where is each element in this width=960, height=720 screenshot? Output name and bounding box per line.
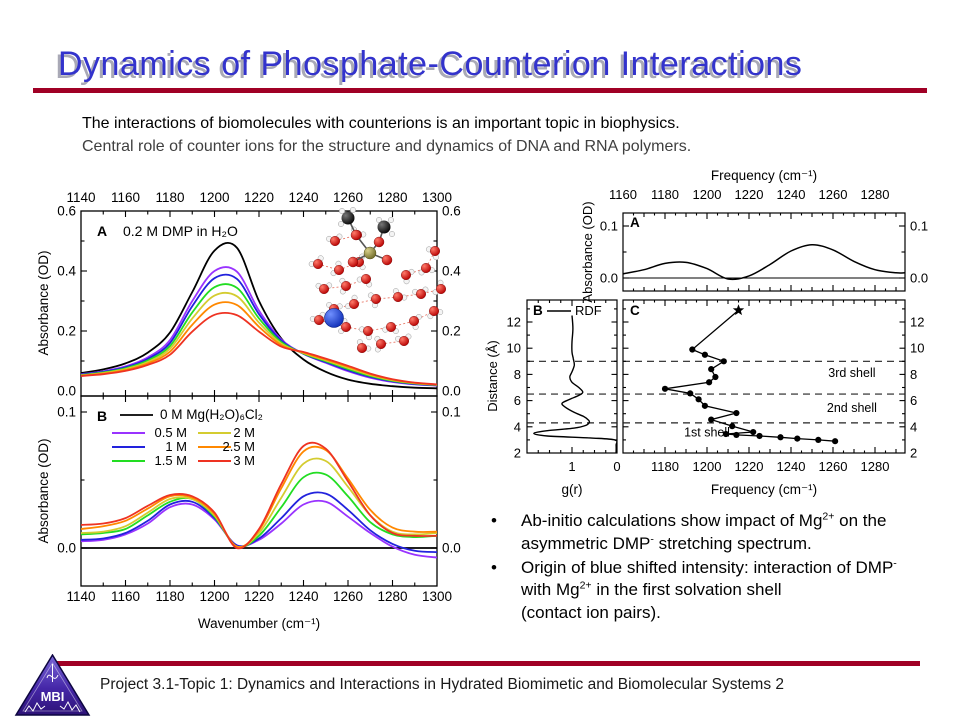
legend-label: RDF [575,303,602,318]
h-atom [339,208,344,213]
shell-label: 1st shell [684,425,730,440]
footer-project-text: Project 3.1-Topic 1: Dynamics and Interactions in Hydrated Biomimetic and Biomolecular Systems 2 [100,676,785,693]
x-tick-label-bottom: 1180 [155,589,185,604]
x-axis-title: Wavenumber (cm⁻¹) [197,616,321,631]
o-atom [319,284,329,294]
y-tick-label: 0.4 [442,263,461,279]
x-tick-label-bottom: 1160 [110,589,141,604]
h-atom [350,207,355,212]
page-title: Dynamics of Phosphate-Counterion Interactions [58,44,803,83]
o-atom [371,294,381,304]
x-tick-label-top: 1200 [692,187,722,202]
y-tick-label: 6 [910,393,918,409]
y-tick-label: 0.6 [57,203,76,219]
x-tick-label: 1280 [860,459,890,474]
x-tick-label-top: 1160 [110,190,141,205]
o-atom [374,237,384,247]
data-point [729,423,735,429]
x-tick-label-top: 1220 [243,190,275,205]
y-axis-title: Absorbance (OD) [580,201,595,303]
o-atom [416,289,426,299]
h-atom [338,221,343,226]
y-tick-label: 0.1 [910,218,929,234]
curve-b-15M [81,473,437,548]
x-axis-title-top: Frequency (cm⁻¹) [710,168,818,183]
y-tick-label: 0.0 [442,383,461,399]
x-tick-label-top: 1280 [377,190,408,205]
o-atom [357,343,367,353]
curve-a-2M [81,293,437,385]
o-atom [314,315,324,325]
x-tick-label-top: 1180 [651,187,679,202]
x-tick-label-top: 1300 [421,190,453,205]
y-tick-label: 10 [910,340,925,356]
curve-b-2M [81,459,437,548]
shell-label: 3rd shell [828,366,876,381]
panel-c-letter: C [630,303,640,318]
o-atom [349,299,359,309]
o-atom [430,246,440,256]
y-tick-label: 0.1 [57,404,76,420]
o-atom [399,336,409,346]
y-tick-label: 0.1 [599,218,618,234]
y-tick-label: 0.0 [442,540,461,556]
data-point [733,410,739,416]
data-point [832,438,838,444]
x-tick-label-top: 1240 [776,187,806,202]
x-tick-label-bottom: 1140 [66,589,96,604]
title-divider [33,88,927,93]
y-tick-label: 0.1 [442,404,461,420]
y-tick-label: 8 [513,366,521,382]
data-point [662,386,668,392]
panel-a-frame [623,213,905,291]
o-atom [429,306,439,316]
o-atom [313,259,323,269]
y-tick-label: 0.0 [57,383,76,399]
data-point [721,358,727,364]
o-atom [341,281,351,291]
legend-label: 2 M [233,425,255,440]
x-tick-label: 0 [613,459,621,474]
o-atom [386,322,396,332]
bullet-text: • Origin of blue shifted intensity: interaction of DMP- with $Mg^{2+}$ in the first solvation shell (contact ion pairs). [521,556,897,623]
shell-label: 2nd shell [826,400,877,415]
y-tick-label: 0.0 [910,270,929,286]
legend-label: 3 M [233,453,255,468]
y-tick-label: 12 [910,314,925,330]
legend-label: 1 M [165,439,187,454]
y-tick-label: 0.0 [57,540,76,556]
o-atom [334,265,344,275]
data-point [712,374,718,380]
data-point [777,434,783,440]
x-tick-label-top: 1280 [860,187,890,202]
y-tick-label: 6 [513,393,521,409]
logo-text: MBI [40,689,65,704]
y-tick-label: 0.6 [442,203,461,219]
intro-paragraph [82,112,691,158]
x-tick-label: 1260 [818,459,848,474]
h-atom [388,217,393,222]
footer-divider [55,661,920,666]
data-point [794,435,800,441]
mg-ion [325,309,344,328]
data-point [687,390,693,396]
data-point [702,403,708,409]
intro-line-1: The interactions of biomolecules with counterions is an important topic in biophysics. [82,115,680,132]
x-tick-label-bottom: 1280 [377,589,408,604]
mbi-logo [14,654,91,717]
panel-b-letter: B [97,408,108,424]
freq-distance-line [665,310,835,441]
molecule-inset [309,207,446,352]
x-tick-label-top: 1220 [734,187,764,202]
x-tick-label-top: 1200 [199,190,230,205]
bullet-list [487,510,942,626]
data-point [689,346,695,352]
figure-calculated-shift-analysis [485,166,955,506]
data-point [750,429,756,435]
x-tick-label-top: 1260 [332,190,364,205]
data-point [708,366,714,372]
panel-a-annotation: 0.2 M DMP in H₂O [123,223,238,239]
o-atom [421,263,431,273]
o-atom [341,322,351,332]
panel-b-frame [81,396,437,586]
y-tick-label: 10 [506,340,521,356]
data-point [702,352,708,358]
x-tick-label: 1180 [651,459,679,474]
y-tick-label: 12 [506,314,521,330]
y-tick-label: 8 [910,366,918,382]
data-point [733,432,739,438]
x-tick-label-bottom: 1260 [332,589,364,604]
legend-label: 0.5 M [154,425,187,440]
y-axis-title: Absorbance (OD) [36,250,51,356]
y-axis-title: Absorbance (OD) [36,438,51,544]
bullet-item [487,557,942,625]
o-atom [361,274,371,284]
x-tick-label-top: 1260 [818,187,848,202]
o-atom [351,230,361,240]
data-point [706,379,712,385]
x-tick-label-top: 1180 [155,190,185,205]
panel-a-letter: A [630,215,640,230]
rdf-curve [534,316,617,454]
o-atom [376,339,386,349]
bullet-item [487,510,942,556]
x-tick-label-top: 1160 [609,187,637,202]
c-atom [378,221,391,234]
p-atom [364,247,376,259]
data-point [708,416,714,422]
x-tick-label-bottom: 1300 [421,589,453,604]
y-tick-label: 2 [513,445,521,461]
y-tick-label: 0.0 [599,270,618,286]
y-axis-title: Distance (Å) [485,340,500,412]
x-tick-label-bottom: 1240 [288,589,319,604]
data-point [756,433,762,439]
panel-a-letter: A [97,223,108,239]
y-tick-label: 4 [513,419,521,435]
y-tick-label: 2 [910,445,918,461]
o-atom [348,257,358,267]
x-axis-title: Frequency (cm⁻¹) [710,482,818,497]
x-tick-label: 1240 [776,459,806,474]
x-tick-label: 1200 [692,459,722,474]
x-tick-label-bottom: 1200 [199,589,230,604]
x-axis-title: g(r) [561,482,583,497]
x-tick-label-bottom: 1220 [243,589,275,604]
data-point [815,437,821,443]
y-tick-label: 0.2 [57,323,76,339]
o-atom [436,284,446,294]
o-atom [401,270,411,280]
o-atom [330,236,340,246]
intro-line-2: Central role of counter ions for the structure and dynamics of DNA and RNA polymers. [82,138,692,155]
o-atom [409,316,419,326]
x-tick-label: 1220 [734,459,764,474]
o-atom [382,255,392,265]
o-atom [393,292,403,302]
o-atom [363,326,373,336]
data-point [696,396,702,402]
x-tick-label: 1 [568,459,576,474]
x-tick-label-top: 1240 [288,190,319,205]
legend-label: 1.5 M [154,453,187,468]
c-atom [342,212,355,225]
legend-label: 2.5 M [222,439,255,454]
figure-dmp-ftir-spectra [35,178,485,638]
h-atom [389,231,394,236]
legend-label: 0 M Mg(H₂O)₆Cl₂ [160,407,263,422]
curve-calculated-spectrum [623,245,905,280]
panel-b-letter: B [533,303,543,318]
y-tick-label: 0.4 [57,263,76,279]
x-tick-label-top: 1140 [66,190,96,205]
y-tick-label: 4 [910,419,918,435]
bullet-text: • Ab-initio calculations show impact of $Mg^{2+}$ on the asymmetric DMP- stretching spectrum. [521,510,887,553]
y-tick-label: 0.2 [442,323,461,339]
